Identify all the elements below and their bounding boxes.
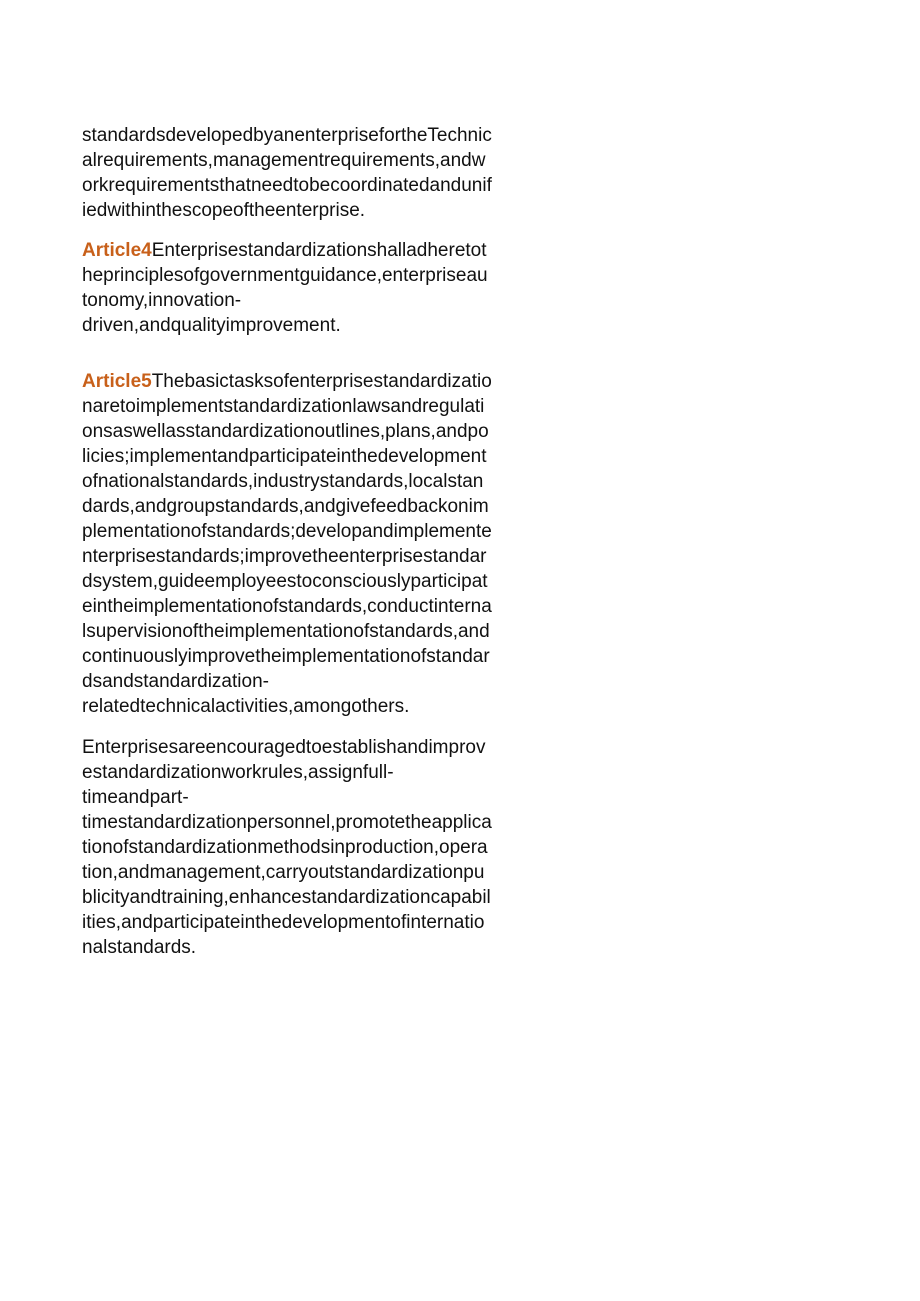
text-line: iedwithinthescopeoftheenterprise.: [82, 200, 366, 221]
text-line: heprinciplesofgovernmentguidance,enterpriseau: [82, 265, 488, 286]
text-line: timestandardizationpersonnel,promotetheapplica: [82, 812, 492, 833]
text-line: estandardizationworkrules,assignfull-: [82, 762, 394, 783]
text-line: relatedtechnicalactivities,amongothers.: [82, 696, 410, 717]
text-line: ofnationalstandards,industrystandards,localstan: [82, 471, 484, 492]
text-line: nalstandards.: [82, 937, 197, 958]
paragraph-spacer: [82, 719, 552, 735]
text-line: eintheimplementationofstandards,conductinterna: [82, 596, 492, 617]
text-line: standardsdevelopedbyanenterprisefortheTechnic: [82, 125, 492, 146]
article-5-label: Article5: [82, 371, 152, 392]
text-line: dsandstandardization-: [82, 671, 269, 692]
text-line: Enterprisesareencouragedtoestablishandimprov: [82, 737, 486, 758]
paragraph-article-5: [82, 369, 552, 719]
text-line: continuouslyimprovetheimplementationofstandar: [82, 646, 490, 667]
paragraph-spacer: [82, 338, 552, 369]
text-line: tion,andmanagement,carryoutstandardizationpu: [82, 862, 485, 883]
paragraph-enterprise-standards-definition: [82, 123, 552, 223]
text-line: tonomy,innovation-: [82, 290, 242, 311]
text-line: blicityandtraining,enhancestandardizationcapabil: [82, 887, 491, 908]
text-line: [82, 369, 552, 394]
body-text-column: [82, 123, 552, 960]
text-line: lsupervisionoftheimplementationofstandards,and: [82, 621, 490, 642]
text-line: timeandpart-: [82, 787, 189, 808]
text-line: dsystem,guideemployeestoconsciouslyparticipat: [82, 571, 488, 592]
text-line: tionofstandardizationmethodsinproduction,opera: [82, 837, 488, 858]
text-line: alrequirements,managementrequirements,andw: [82, 150, 486, 171]
text-line: nterprisestandards;improvetheenterprisestandar: [82, 546, 487, 567]
text-line: driven,andqualityimprovement.: [82, 315, 341, 336]
article-4-label: Article4: [82, 240, 152, 261]
paragraph-article-4: [82, 238, 552, 338]
paragraph-spacer: [82, 223, 552, 238]
text-line: ities,andparticipateinthedevelopmentofinternatio: [82, 912, 485, 933]
text-line: licies;implementandparticipateinthedevelopment: [82, 446, 487, 467]
text-line: dards,andgroupstandards,andgivefeedbackonim: [82, 496, 489, 517]
text-line: plementationofstandards;developandimplemente: [82, 521, 492, 542]
paragraph-encouragement: [82, 735, 552, 960]
article-5-first-line: Thebasictasksofenterprisestandardizatio: [151, 371, 492, 392]
text-line: [82, 238, 552, 263]
article-4-first-line: Enterprisestandardizationshalladheretot: [151, 240, 487, 261]
text-line: onsaswellasstandardizationoutlines,plans,andpo: [82, 421, 489, 442]
text-line: naretoimplementstandardizationlawsandregulati: [82, 396, 485, 417]
text-line: orkrequirementsthatneedtobecoordinatedandunif: [82, 175, 492, 196]
